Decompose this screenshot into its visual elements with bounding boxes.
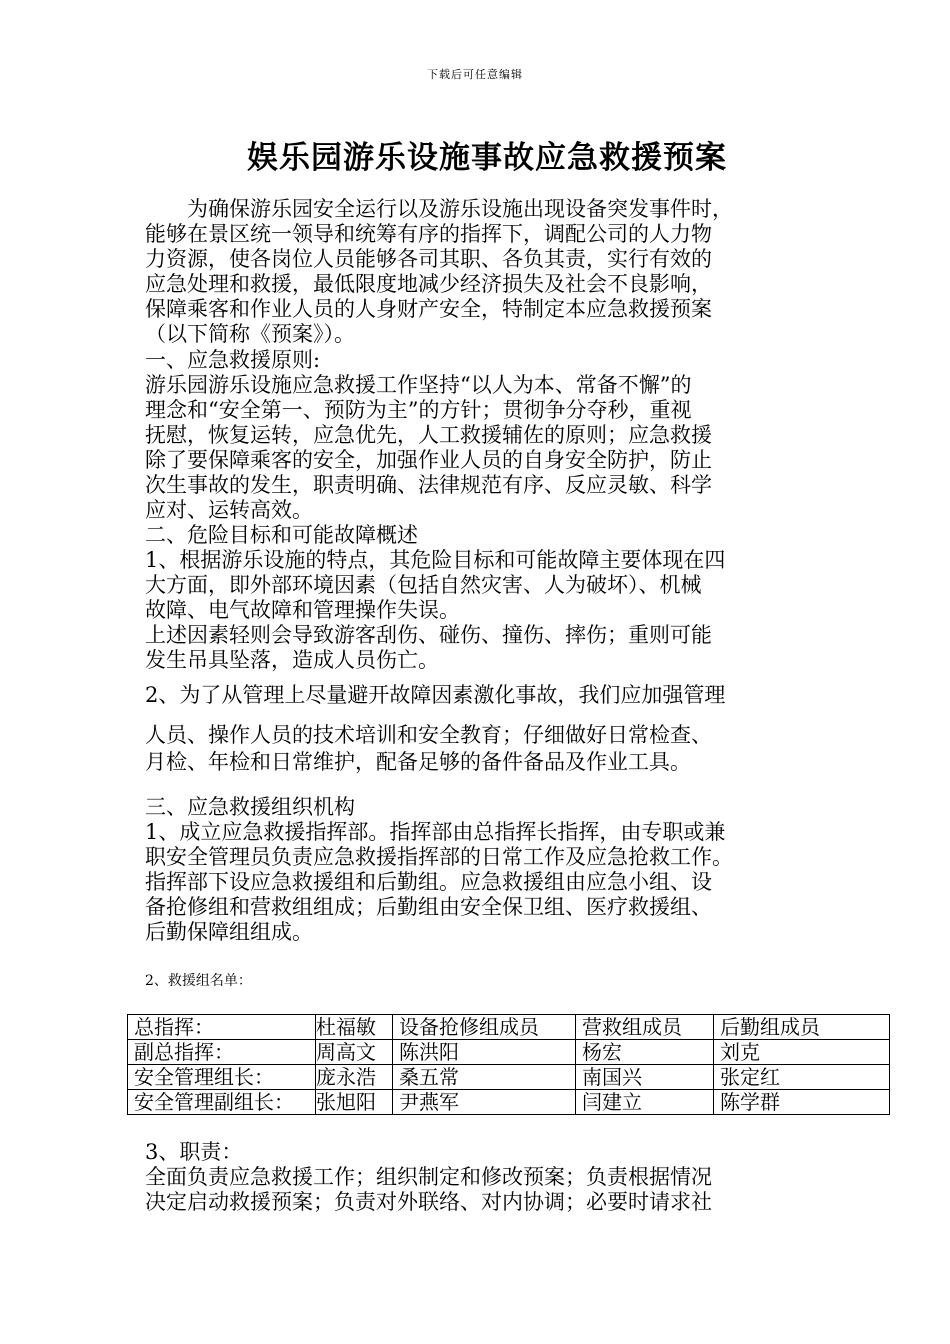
table-cell: 设备抢修组成员 — [393, 1015, 576, 1040]
page-header: 下载后可任意编辑 — [427, 68, 523, 81]
table-cell: 南国兴 — [576, 1065, 714, 1090]
section-2-paragraph-3-line-1: 2、为了从管理上尽量避开故障因素激化事故，我们应加强管理 — [145, 683, 726, 707]
section-1-heading: 一、应急救援原则: — [145, 348, 321, 372]
table-cell: 杜福敏 — [316, 1015, 393, 1040]
rescue-team-table — [127, 1014, 890, 1115]
table-cell: 庞永浩 — [316, 1065, 393, 1090]
table-row — [128, 1040, 890, 1065]
section-2-paragraph-2: 上述因素轻则会导致游客刮伤、碰伤、撞伤、摔伤；重则可能 发生吊具坠落，造成人员伤亡。 — [145, 623, 712, 672]
document-title: 娱乐园游乐设施事故应急救援预案 — [247, 140, 727, 176]
table-cell: 刘克 — [714, 1040, 890, 1065]
table-cell: 安全管理副组长： — [128, 1090, 316, 1115]
rescue-list-label: 2、救援组名单： — [145, 973, 252, 989]
intro-paragraph: 为确保游乐园安全运行以及游乐设施出现设备突发事件时， 能够在景区统一领导和统筹有序的指挥下，调配公司的人力物 力资源，使各岗位人员能够各司其职、各负其责，实行有效的 应急处理和救援，最低限度地减少经济损失及社会不良影响， 保障乘客和作业人员的人身财产安全，特制定本应急救援预案 （以下简称《预案》）。 — [145, 197, 733, 346]
table-cell: 总指挥： — [128, 1015, 316, 1040]
table-row — [128, 1090, 890, 1115]
table-row — [128, 1015, 890, 1040]
section-1-body: 游乐园游乐设施应急救援工作坚持“以人为本、常备不懈”的 理念和“安全第一、预防为主”的方针；贯彻争分夺秒，重视 抚慰，恢复运转，应急优先，人工救援辅佐的原则；应急救援 除了要保障乘客的安全，加强作业人员的自身安全防护，防止 次生事故的发生，职责明确、法律规范有序、反应灵敏、科学 应对、运转高效。 — [145, 373, 712, 522]
section-2-paragraph-1: 1、根据游乐设施的特点，其危险目标和可能故障主要体现在四 大方面，即外部环境因素（包括自然灾害、人为破坏）、机械 故障、电气故障和管理操作失误。 — [145, 548, 726, 622]
section-2-heading: 二、危险目标和可能故障概述 — [145, 523, 418, 547]
table-cell: 杨宏 — [576, 1040, 714, 1065]
table-cell: 桑五常 — [393, 1065, 576, 1090]
table-cell: 后勤组成员 — [714, 1015, 890, 1040]
table-cell: 闫建立 — [576, 1090, 714, 1115]
table-cell: 副总指挥： — [128, 1040, 316, 1065]
duties-heading: 3、职责： — [145, 1140, 243, 1164]
table-row — [128, 1065, 890, 1090]
section-3-heading: 三、应急救援组织机构 — [145, 795, 355, 819]
table-cell: 张定红 — [714, 1065, 890, 1090]
table-cell: 陈学群 — [714, 1090, 890, 1115]
section-2-paragraph-3-rest: 人员、操作人员的技术培训和安全教育；仔细做好日常检查、 月检、年检和日常维护，配备足够的备件备品及作业工具。 — [145, 723, 712, 774]
table-cell: 周高文 — [316, 1040, 393, 1065]
table-cell: 尹燕军 — [393, 1090, 576, 1115]
table-cell: 张旭阳 — [316, 1090, 393, 1115]
table-cell: 安全管理组长： — [128, 1065, 316, 1090]
table-cell: 陈洪阳 — [393, 1040, 576, 1065]
table-cell: 营救组成员 — [576, 1015, 714, 1040]
duties-body: 全面负责应急救援工作；组织制定和修改预案；负责根据情况 决定启动救援预案；负责对外联络、对内协调；必要时请求社 — [145, 1165, 712, 1214]
section-3-paragraph-1: 1、成立应急救援指挥部。指挥部由总指挥长指挥，由专职或兼 职安全管理员负责应急救援指挥部的日常工作及应急抢救工作。 指挥部下设应急救援组和后勤组。应急救援组由应急小组、设 备抢修组和营救组组成；后勤组由安全保卫组、医疗救援组、 后勤保障组组成。 — [145, 820, 733, 944]
